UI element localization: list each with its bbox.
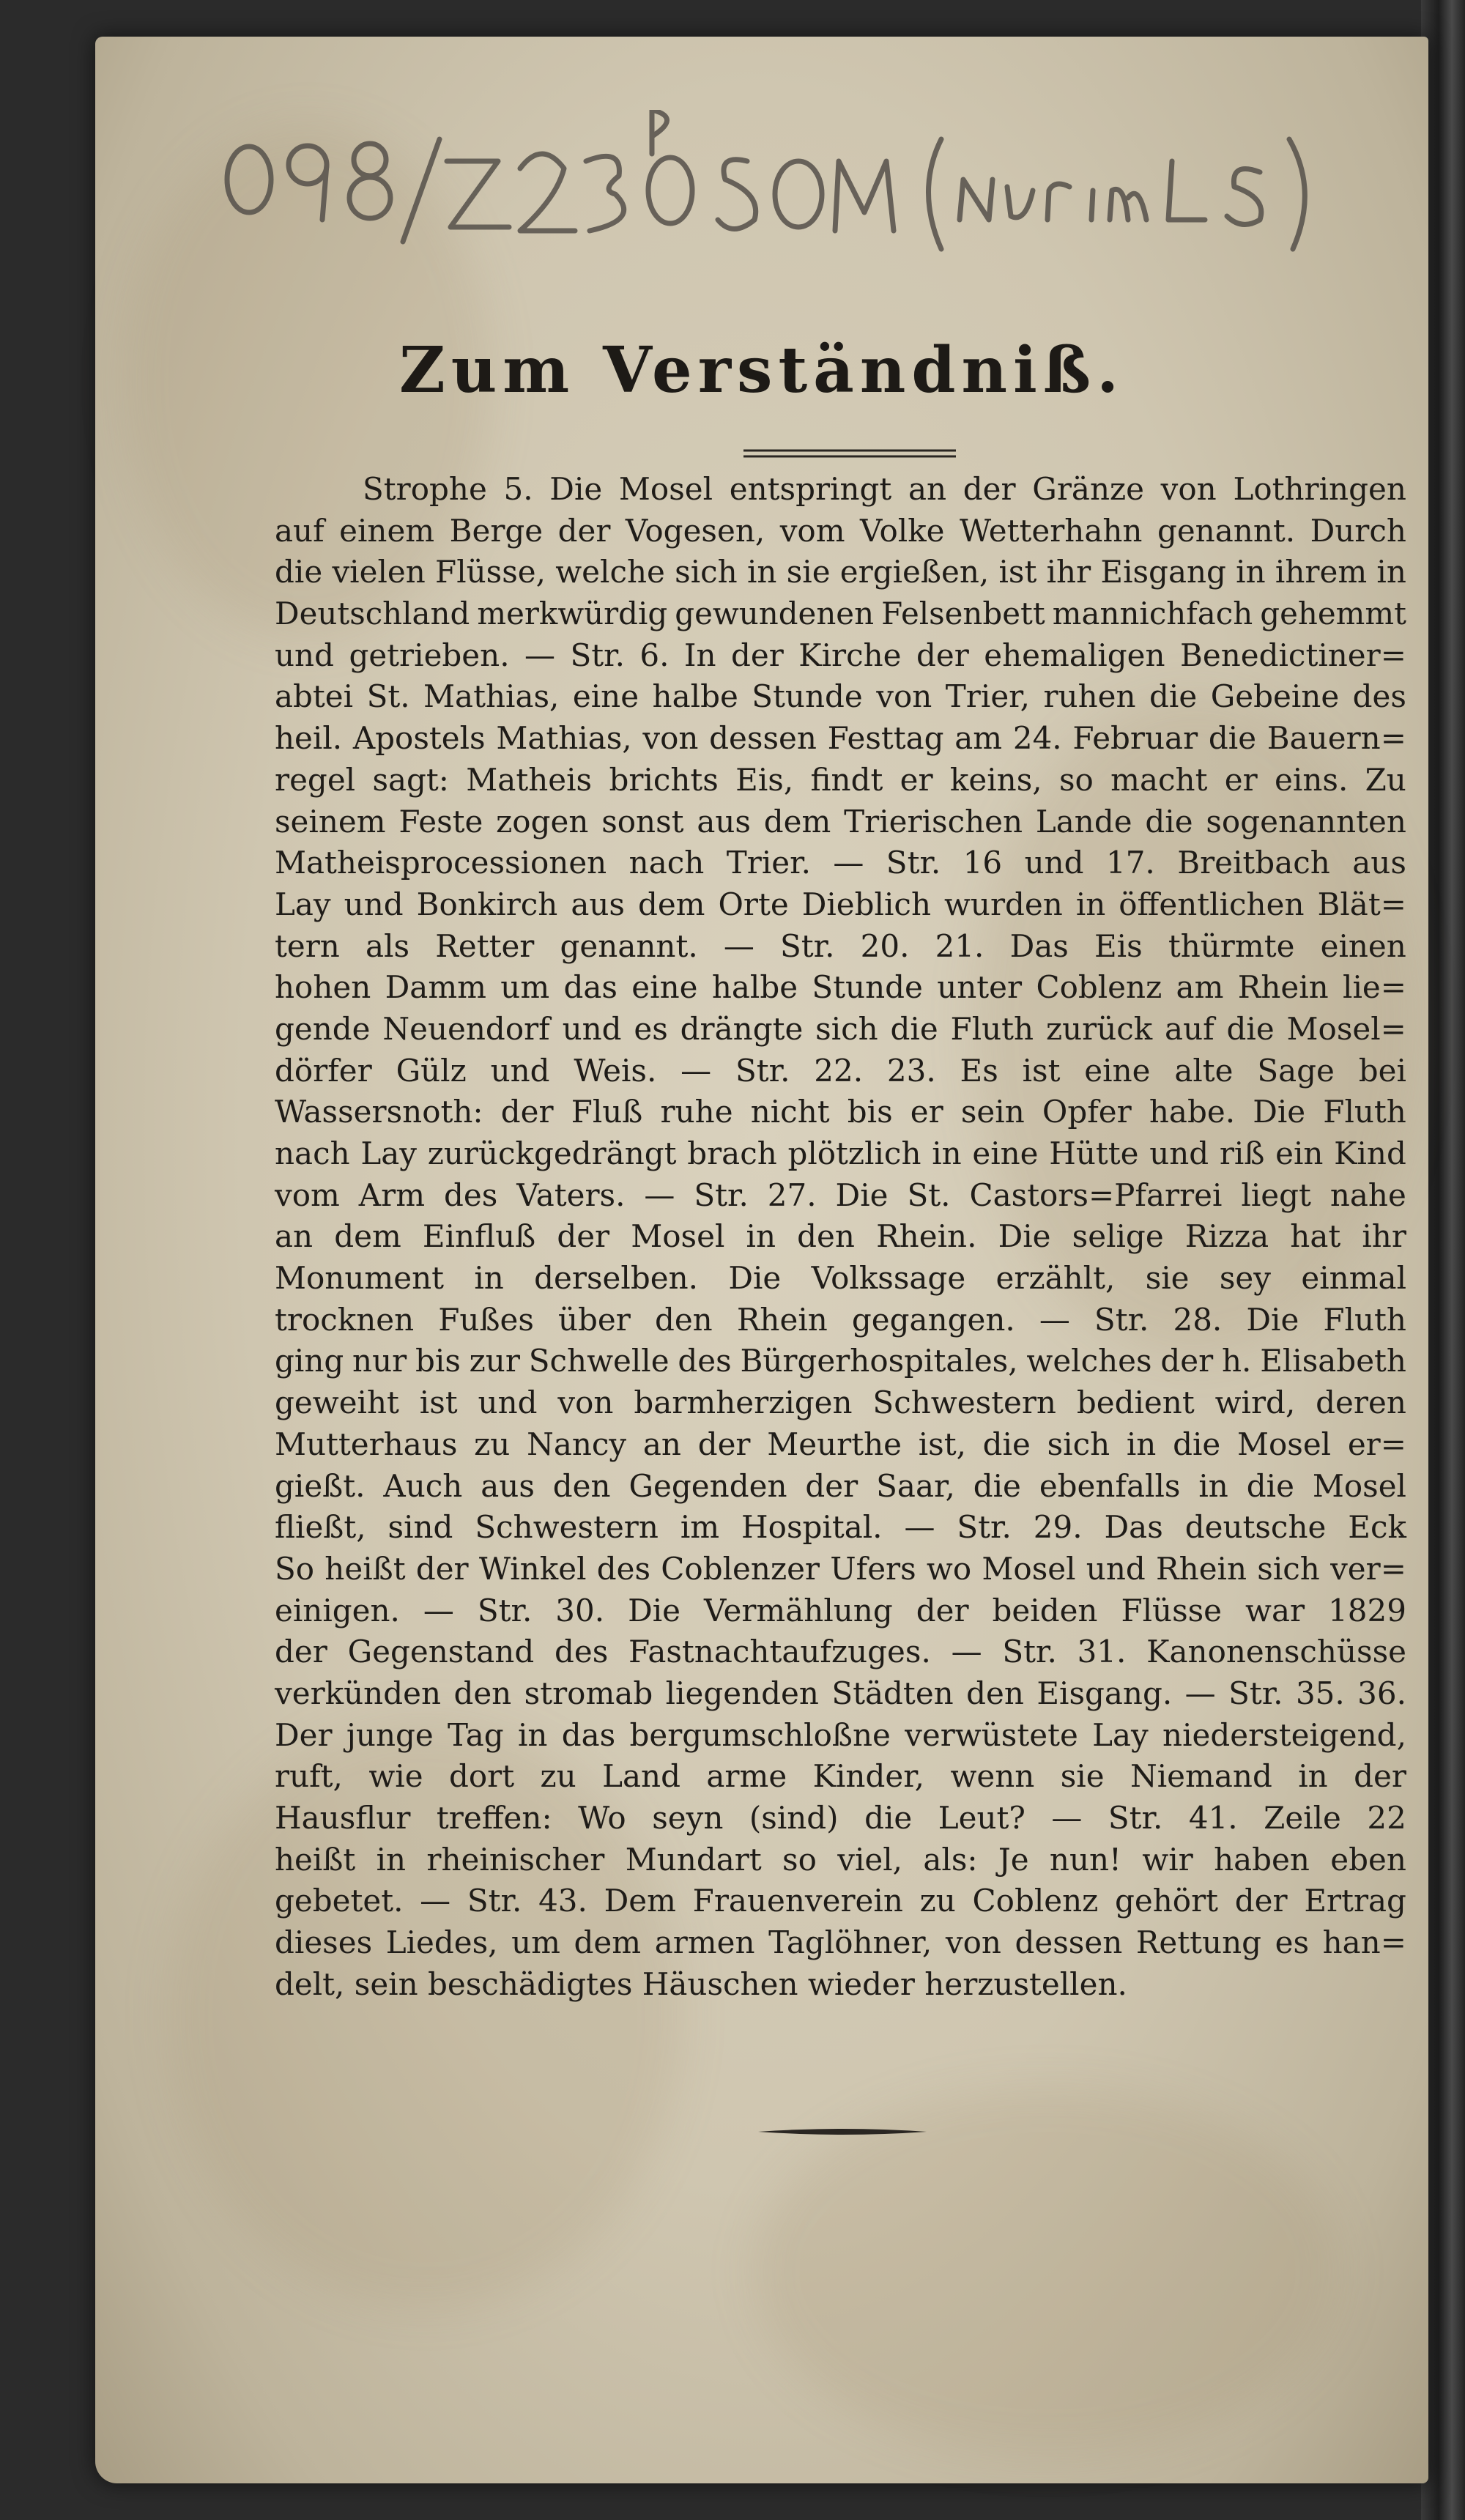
text-line: gende Neuendorf und es drängte sich die Fluth zurück auf die Mosel= xyxy=(275,1010,1406,1047)
text-line: Strophe 5. Die Mosel entspringt an der Gränze von Lothringen xyxy=(363,471,1406,507)
text-line: heißt in rheinischer Mundart so viel, als: Je nun! wir haben eben xyxy=(275,1841,1406,1878)
text-line: gebetet. — Str. 43. Dem Frauenverein zu Coblenz gehört der Ertrag xyxy=(275,1883,1406,1919)
text-line: dieses Liedes, um dem armen Taglöhner, von dessen Rettung es han= xyxy=(275,1924,1406,1961)
text-line: auf einem Berge der Vogesen, vom Volke Wetterhahn genannt. Durch xyxy=(275,512,1406,549)
text-line: die vielen Flüsse, welche sich in sie ergießen, ist ihr Eisgang in ihrem in xyxy=(275,554,1406,590)
text-line: Lay und Bonkirch aus dem Orte Dieblich wurden in öffentlichen Blät= xyxy=(275,886,1406,922)
text-line: tern als Retter genannt. — Str. 20. 21. Das Eis thürmte einen xyxy=(275,927,1406,964)
shelfmark-pencil-note xyxy=(220,110,1362,256)
title-divider xyxy=(743,447,956,462)
text-line: Matheisprocessionen nach Trier. — Str. 16 und 17. Breitbach aus xyxy=(275,845,1406,881)
text-line: Mutterhaus zu Nancy an der Meurthe ist, die sich in die Mosel er= xyxy=(275,1426,1406,1462)
text-line: ging nur bis zur Schwelle des Bürgerhospitales, welches der h. Elisabeth xyxy=(275,1343,1406,1379)
text-line: abtei St. Mathias, eine halbe Stunde von Trier, ruhen die Gebeine des xyxy=(275,678,1406,715)
text-line: fließt, sind Schwestern im Hospital. — Str. 29. Das deutsche Eck xyxy=(275,1509,1406,1546)
body-text xyxy=(275,469,1406,2005)
text-line: So heißt der Winkel des Coblenzer Ufers wo Mosel und Rhein sich ver= xyxy=(275,1550,1406,1587)
text-line: heil. Apostels Mathias, von dessen Festtag am 24. Februar die Bauern= xyxy=(275,720,1406,757)
text-line: der Gegenstand des Fastnachtaufzuges. — Str. 31. Kanonenschüsse xyxy=(275,1634,1406,1670)
text-line: trocknen Fußes über den Rhein gegangen. — Str. 28. Die Fluth xyxy=(275,1301,1406,1338)
closing-ornament xyxy=(758,2124,927,2139)
text-line: Der junge Tag in das bergumschloßne verwüstete Lay niedersteigend, xyxy=(275,1716,1406,1753)
text-line: regel sagt: Matheis brichts Eis, findt er keins, so macht er eins. Zu xyxy=(275,761,1406,798)
text-line: Deutschland merkwürdig gewundenen Felsenbett mannichfach gehemmt xyxy=(275,596,1406,632)
text-line: gießt. Auch aus den Gegenden der Saar, die ebenfalls in die Mosel xyxy=(275,1467,1406,1504)
text-line: delt, sein beschädigtes Häuschen wieder herzustellen. xyxy=(275,1965,1127,2002)
text-line: Hausflur treffen: Wo seyn (sind) die Leut? — Str. 41. Zeile 22 xyxy=(275,1800,1406,1836)
text-line: und getrieben. — Str. 6. In der Kirche der ehemaligen Benedictiner= xyxy=(275,637,1406,673)
text-line: an dem Einfluß der Mosel in den Rhein. Die selige Rizza hat ihr xyxy=(275,1218,1406,1255)
text-line: hohen Damm um das eine halbe Stunde unter Coblenz am Rhein lie= xyxy=(275,969,1406,1006)
text-line: Monument in derselben. Die Volkssage erzählt, sie sey einmal xyxy=(275,1260,1406,1297)
text-line: verkünden den stromab liegenden Städten den Eisgang. — Str. 35. 36. xyxy=(275,1675,1406,1711)
text-line: dörfer Gülz und Weis. — Str. 22. 23. Es ist eine alte Sage bei xyxy=(275,1052,1406,1089)
text-line: Wassersnoth: der Fluß ruhe nicht bis er sein Opfer habe. Die Fluth xyxy=(275,1094,1406,1130)
text-line: einigen. — Str. 30. Die Vermählung der beiden Flüsse war 1829 xyxy=(275,1592,1406,1628)
text-line: ruft, wie dort zu Land arme Kinder, wenn sie Niemand in der xyxy=(275,1758,1406,1795)
text-line: vom Arm des Vaters. — Str. 27. Die St. Castors=Pfarrei liegt nahe xyxy=(275,1176,1406,1213)
text-line: seinem Feste zogen sonst aus dem Trierischen Lande die sogenannten xyxy=(275,803,1406,840)
text-line: nach Lay zurückgedrängt brach plötzlich in eine Hütte und riß ein Kind xyxy=(275,1135,1406,1171)
text-line: geweiht ist und von barmherzigen Schwestern bedient wird, deren xyxy=(275,1385,1406,1421)
page-title: Zum Verständniß. xyxy=(398,333,1125,407)
